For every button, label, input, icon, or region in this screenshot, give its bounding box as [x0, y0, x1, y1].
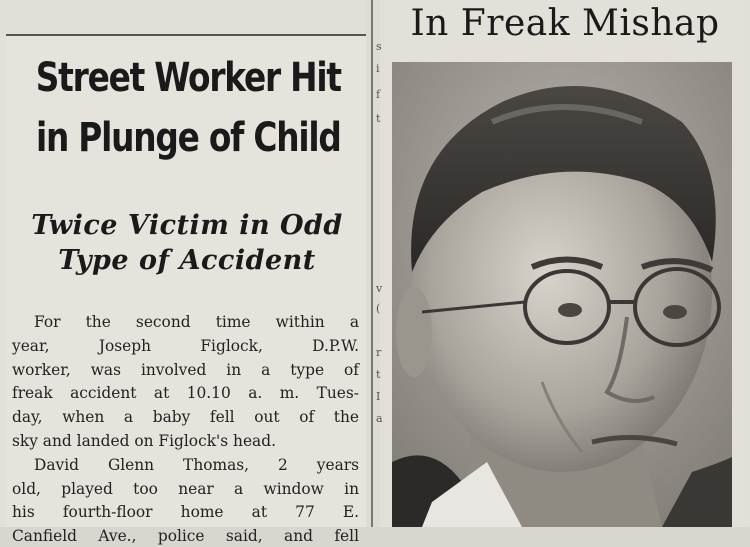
body-line: worker, was involved in a type of [12, 360, 359, 379]
paragraph-2 [12, 455, 359, 547]
gutter-fragment: r [376, 346, 382, 359]
article-body [12, 312, 359, 547]
gutter-fragment: a [376, 412, 383, 425]
subhead-line-1: Twice Victim in Odd [31, 210, 343, 241]
column-gutter [366, 0, 383, 527]
gutter-fragment: t [376, 368, 381, 381]
paragraph-1 [12, 312, 359, 452]
body-line: sky and landed on Figlock's head. [12, 431, 276, 450]
headline-line-1: Street Worker Hit [35, 55, 341, 101]
body-line: Canfield Ave., police said, and fell [12, 527, 359, 546]
headline-line-2: in Plunge of Child [35, 115, 341, 161]
photo-title: In Freak Mishap [410, 3, 720, 44]
gutter-fragment: v [376, 282, 383, 295]
body-line: freak accident at 10.10 a. m. Tues- [12, 384, 359, 403]
body-line: year, Joseph Figlock, D.P.W. [12, 336, 359, 355]
body-line: his fourth-floor home at 77 E. [12, 503, 359, 522]
body-line: day, when a baby fell out of the [12, 408, 359, 427]
column-divider-rule [371, 0, 373, 527]
subhead-line-2: Type of Accident [58, 245, 316, 276]
gutter-fragment: I [376, 390, 381, 403]
headline [12, 48, 341, 168]
subheadline [12, 208, 362, 278]
gutter-fragment: i [376, 62, 380, 75]
portrait-photo [392, 62, 732, 527]
body-line: David Glenn Thomas, 2 years [34, 455, 359, 474]
body-line: old, played too near a window in [12, 479, 359, 498]
gutter-fragment: s [376, 40, 382, 53]
body-line: For the second time within a [34, 313, 359, 331]
gutter-fragment: t [376, 112, 381, 125]
gutter-fragment: f [376, 88, 381, 101]
column-top-rule [6, 34, 366, 36]
gutter-fragment: ( [376, 302, 381, 315]
portrait-image [392, 62, 732, 527]
